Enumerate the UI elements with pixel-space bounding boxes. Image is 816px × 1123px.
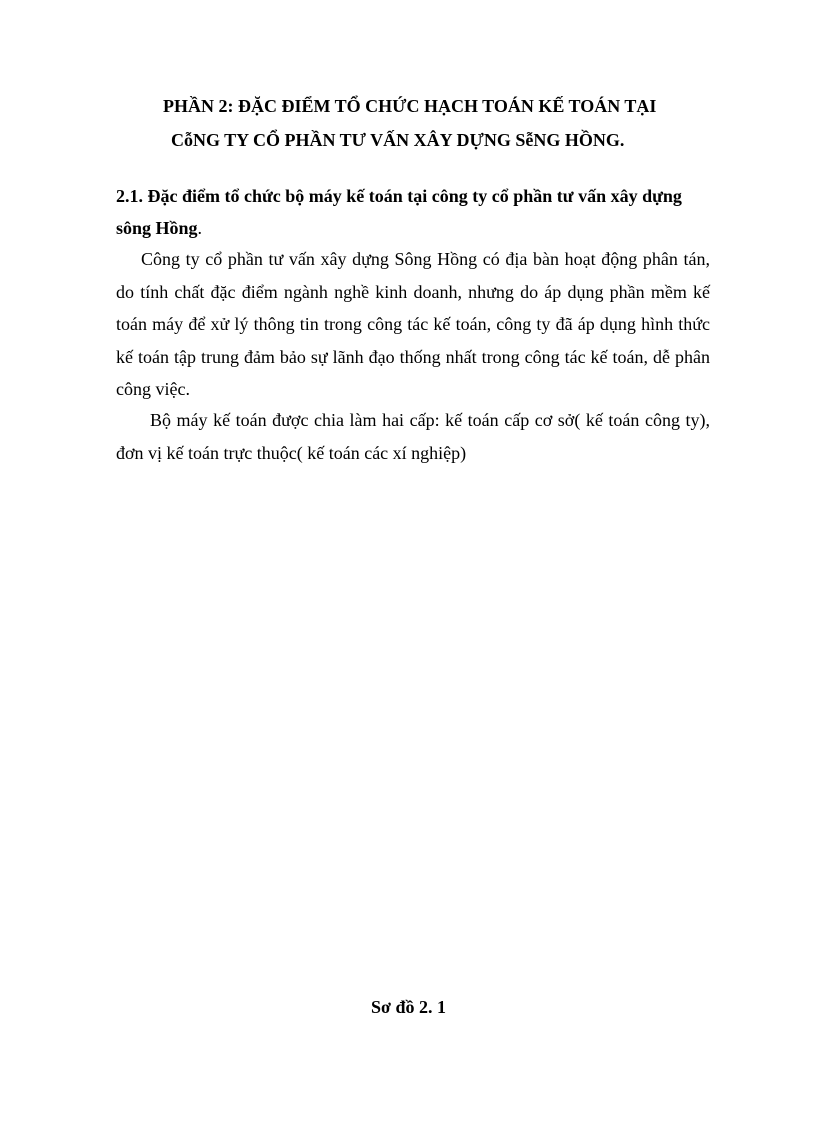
paragraph-2: Bộ máy kế toán được chia làm hai cấp: kế toán cấp cơ sở( kế toán công ty), đơn vị kế toán trực thuộc( kế toán các xí nghiệp) xyxy=(116,410,710,463)
section-heading-text: 2.1. Đặc điểm tổ chức bộ máy kế toán tại công ty cổ phần tư vấn xây dựng sông Hồng xyxy=(116,186,682,238)
paragraph-1: Công ty cổ phần tư vấn xây dựng Sông Hồng có địa bàn hoạt động phân tán, do tính chất đặc điểm ngành nghề kinh doanh, nhưng do áp dụng phần mềm kế toán máy để xử lý thông tin trong công tác kế toán, công ty đã áp dụng hình thức kế toán tập trung đảm bảo sự lãnh đạo thống nhất trong công tác kế toán, dễ phân công việc. xyxy=(116,249,710,399)
title-line-2: CỗNG TY CỔ PHẦN TƯ VẤN XÂY DỰNG SễNG HỒNG. xyxy=(171,130,625,150)
title-line-1: PHẦN 2: ĐẶC ĐIỂM TỔ CHỨC HẠCH TOÁN KẾ TOÁN TẠI xyxy=(163,96,657,116)
diagram-caption: Sơ đồ 2. 1 xyxy=(371,997,446,1017)
section-heading-period: . xyxy=(197,218,203,238)
section-heading xyxy=(116,180,710,244)
